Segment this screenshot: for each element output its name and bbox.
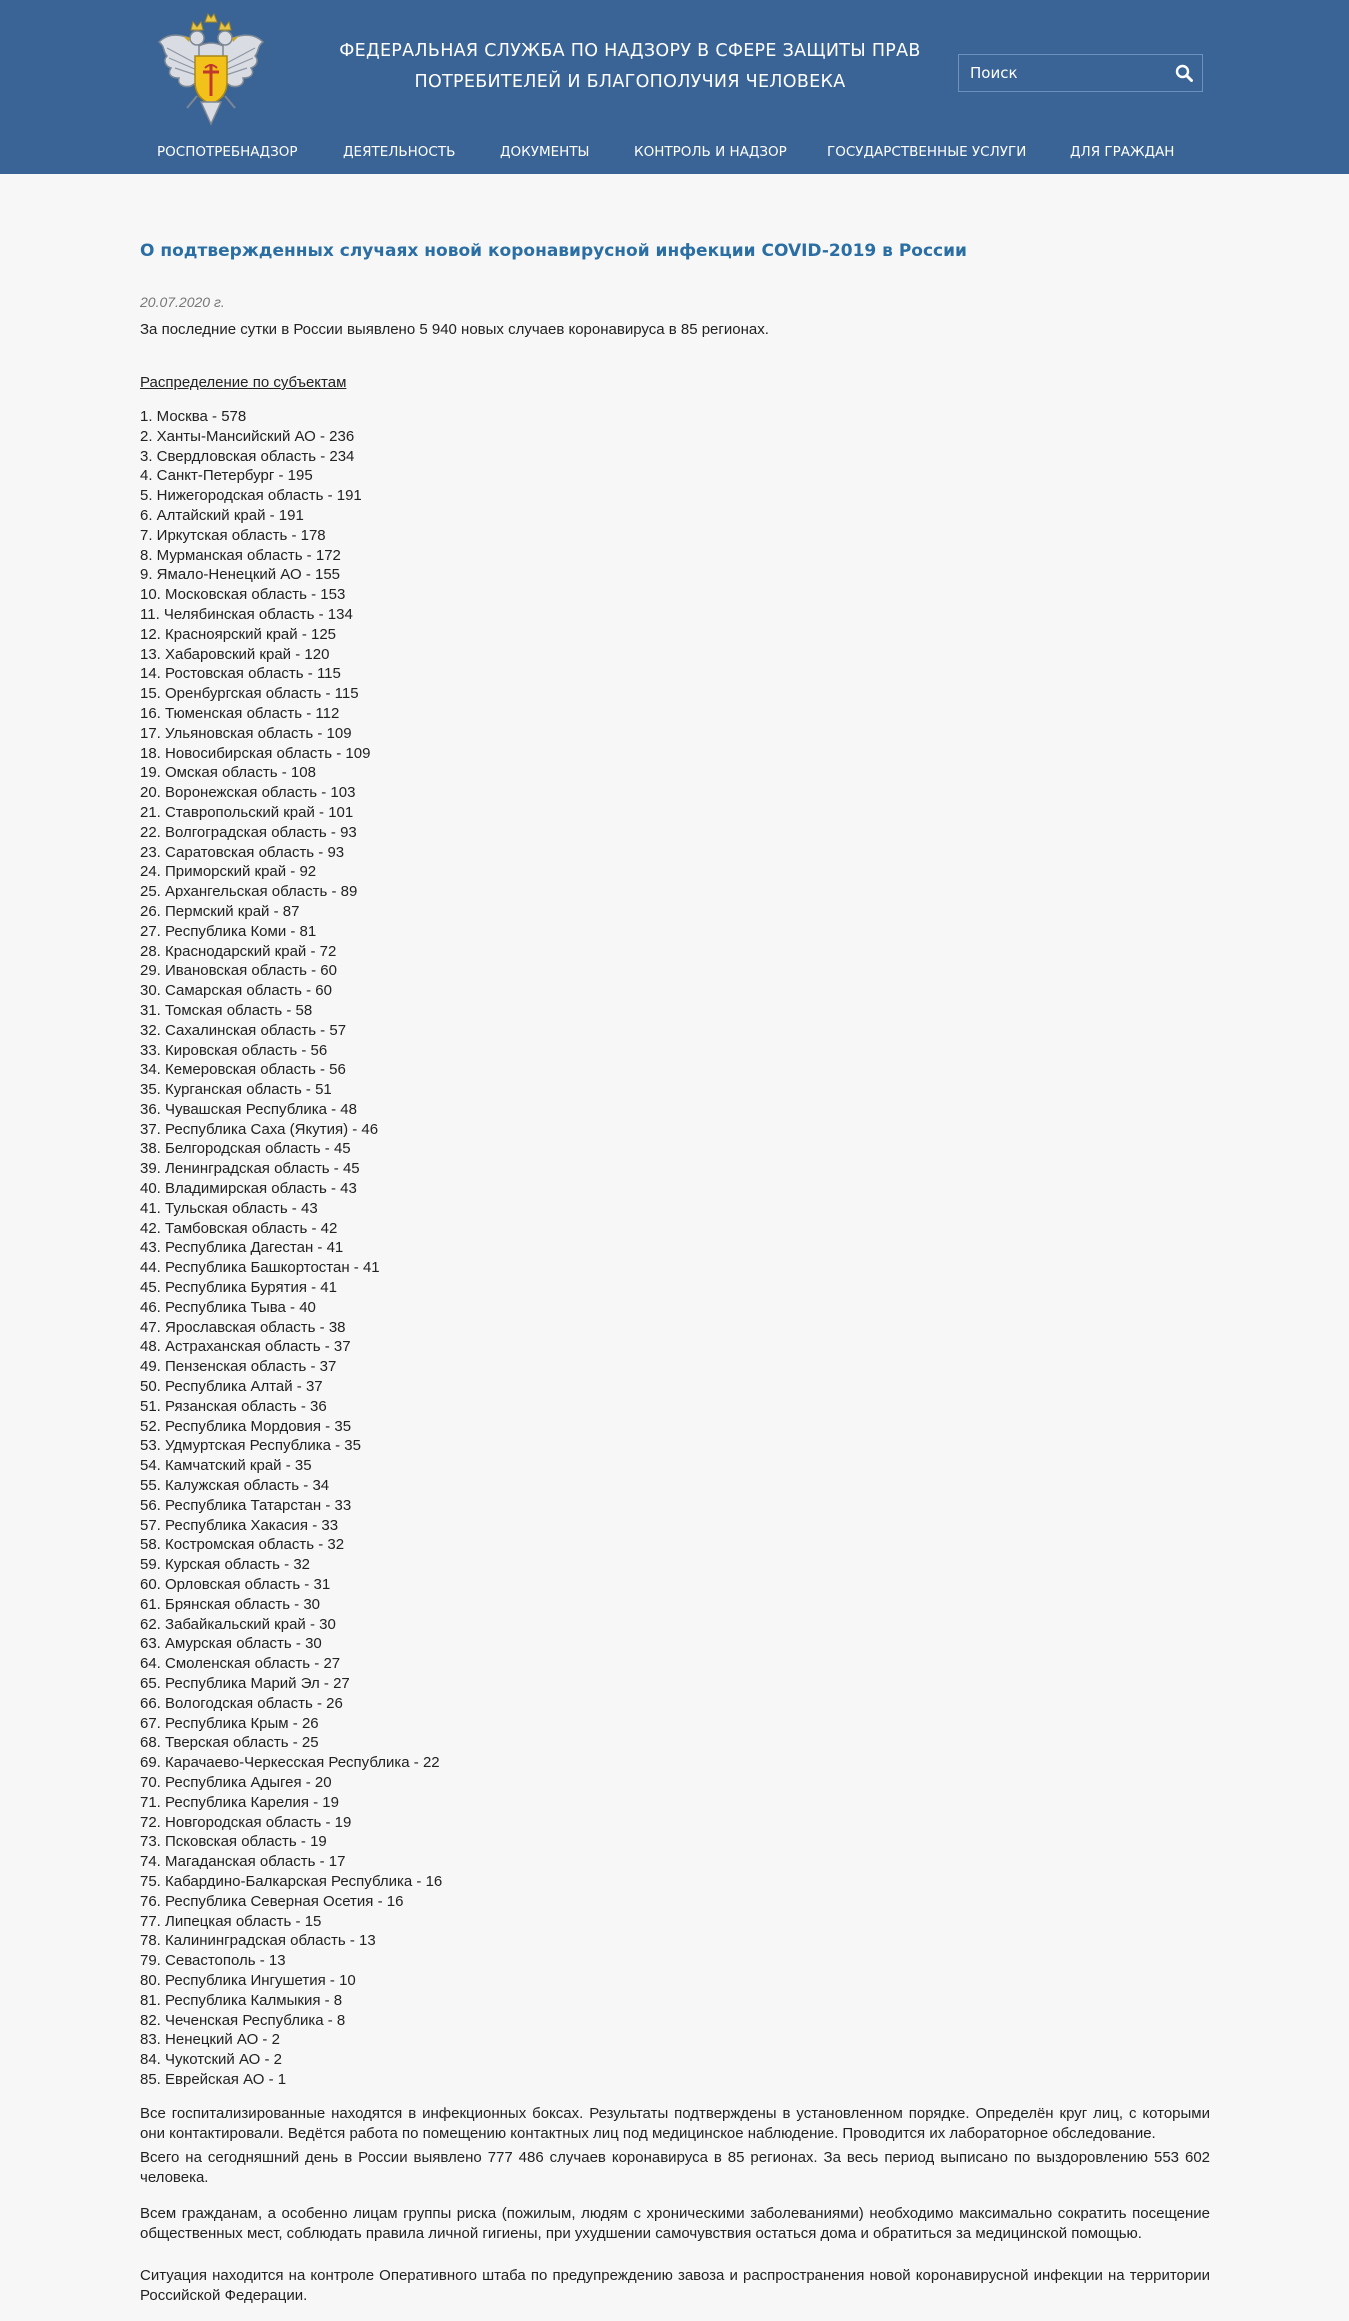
paragraph-control: Ситуация находится на контроле Оперативного штаба по предупреждению завоза и распространения новой коронавирусной инфекции на территории Российской Федерации. bbox=[140, 2266, 1210, 2304]
region-list-item: 41. Тульская область - 43 bbox=[140, 1199, 318, 1217]
nav-item-control[interactable]: КОНТРОЛЬ И НАДЗОР bbox=[634, 144, 787, 160]
search-input[interactable] bbox=[959, 55, 1166, 91]
region-list-item: 30. Самарская область - 60 bbox=[140, 982, 332, 1000]
region-list-item: 69. Карачаево-Черкесская Республика - 22 bbox=[140, 1754, 440, 1772]
paragraph-total: Всего на сегодняшний день в России выявлено 777 486 случаев коронавируса в 85 регионах. За весь период выписано по выздоровлению 553 602 человека. bbox=[140, 2148, 1210, 2186]
region-list-item: 43. Республика Дагестан - 41 bbox=[140, 1239, 344, 1257]
region-list-item: 13. Хабаровский край - 120 bbox=[140, 645, 330, 663]
region-list bbox=[140, 407, 1210, 2090]
region-list-item: 85. Еврейская АО - 1 bbox=[140, 2070, 287, 2088]
region-list-item: 61. Брянская область - 30 bbox=[140, 1595, 321, 1613]
region-list-item: 40. Владимирская область - 43 bbox=[140, 1180, 357, 1198]
region-list-item: 54. Камчатский край - 35 bbox=[140, 1457, 312, 1475]
region-list-item: 28. Краснодарский край - 72 bbox=[140, 942, 337, 960]
region-list-item: 83. Ненецкий АО - 2 bbox=[140, 2031, 280, 2049]
region-list-item: 36. Чувашская Республика - 48 bbox=[140, 1100, 357, 1118]
paragraph-advice: Всем гражданам, а особенно лицам группы риска (пожилым, людям с хроническими заболеваниями) необходимо максимально сократить посещение общественных мест, соблюдать правила личной гигиены, при ухудшении самочувствия остаться дома и обратиться за медицинской помощью. bbox=[140, 2204, 1210, 2242]
region-list-item: 7. Иркутская область - 178 bbox=[140, 526, 326, 544]
region-list-item: 14. Ростовская область - 115 bbox=[140, 665, 341, 683]
region-list-item: 78. Калининградская область - 13 bbox=[140, 1932, 376, 1950]
region-list-item: 53. Удмуртская Республика - 35 bbox=[140, 1437, 361, 1455]
region-list-item: 21. Ставропольский край - 101 bbox=[140, 803, 354, 821]
region-list-item: 46. Республика Тыва - 40 bbox=[140, 1298, 316, 1316]
region-list-item: 12. Красноярский край - 125 bbox=[140, 625, 337, 643]
region-list-item: 6. Алтайский край - 191 bbox=[140, 506, 304, 524]
region-list-item: 72. Новгородская область - 19 bbox=[140, 1813, 352, 1831]
nav-item-documents[interactable]: ДОКУМЕНТЫ bbox=[500, 144, 590, 160]
organization-title bbox=[330, 36, 930, 98]
search-icon bbox=[1175, 64, 1193, 82]
region-list-item: 11. Челябинская область - 134 bbox=[140, 605, 353, 623]
region-list-item: 68. Тверская область - 25 bbox=[140, 1734, 319, 1752]
region-list-item: 76. Республика Северная Осетия - 16 bbox=[140, 1892, 404, 1910]
nav-item-activity[interactable]: ДЕЯТЕЛЬНОСТЬ bbox=[343, 144, 456, 160]
region-list-item: 71. Республика Карелия - 19 bbox=[140, 1793, 339, 1811]
region-list-item: 74. Магаданская область - 17 bbox=[140, 1853, 346, 1871]
region-list-item: 32. Сахалинская область - 57 bbox=[140, 1021, 347, 1039]
region-list-item: 9. Ямало-Ненецкий АО - 155 bbox=[140, 566, 341, 584]
region-list-item: 48. Астраханская область - 37 bbox=[140, 1338, 351, 1356]
region-list-item: 34. Кемеровская область - 56 bbox=[140, 1061, 346, 1079]
region-list-item: 31. Томская область - 58 bbox=[140, 1001, 313, 1019]
region-list-item: 45. Республика Бурятия - 41 bbox=[140, 1279, 337, 1297]
region-list-item: 38. Белгородская область - 45 bbox=[140, 1140, 351, 1158]
region-list-item: 5. Нижегородская область - 191 bbox=[140, 487, 362, 505]
region-list-item: 84. Чукотский АО - 2 bbox=[140, 2051, 282, 2069]
region-list-item: 59. Курская область - 32 bbox=[140, 1556, 311, 1574]
organization-title-line-1: ФЕДЕРАЛЬНАЯ СЛУЖБА ПО НАДЗОРУ В СФЕРЕ ЗАЩИТЫ ПРАВ bbox=[339, 41, 921, 61]
region-list-item: 51. Рязанская область - 36 bbox=[140, 1397, 327, 1415]
region-list-item: 35. Курганская область - 51 bbox=[140, 1081, 332, 1099]
region-list-item: 33. Кировская область - 56 bbox=[140, 1041, 328, 1059]
site-header bbox=[0, 0, 1349, 174]
paragraph-hospitalized: Все госпитализированные находятся в инфекционных боксах. Результаты подтверждены в установленном порядке. Определён круг лиц, с которыми они контактировали. Ведётся работа по помещению контактных лиц под медицинское наблюдение. Проводится их лабораторное обследование. bbox=[140, 2104, 1210, 2142]
region-list-item: 58. Костромская область - 32 bbox=[140, 1536, 345, 1554]
region-list-item: 62. Забайкальский край - 30 bbox=[140, 1615, 336, 1633]
region-list-item: 25. Архангельская область - 89 bbox=[140, 883, 358, 901]
article-intro: За последние сутки в России выявлено 5 940 новых случаев коронавируса в 85 регионах. bbox=[140, 321, 769, 338]
region-list-item: 65. Республика Марий Эл - 27 bbox=[140, 1675, 350, 1692]
article-date: 20.07.2020 г. bbox=[140, 294, 225, 310]
region-list-item: 75. Кабардино-Балкарская Республика - 16 bbox=[140, 1872, 443, 1890]
region-list-item: 23. Саратовская область - 93 bbox=[140, 843, 345, 861]
region-list-item: 70. Республика Адыгея - 20 bbox=[140, 1773, 332, 1791]
search-box bbox=[958, 54, 1203, 92]
region-list-item: 17. Ульяновская область - 109 bbox=[140, 724, 352, 742]
region-list-item: 10. Московская область - 153 bbox=[140, 586, 346, 604]
article-title: О подтвержденных случаях новой коронавирусной инфекции COVID-2019 в России bbox=[140, 241, 967, 261]
search-button[interactable] bbox=[1166, 55, 1202, 91]
region-list-item: 4. Санкт-Петербург - 195 bbox=[140, 467, 313, 485]
region-list-item: 19. Омская область - 108 bbox=[140, 764, 316, 782]
region-list-item: 77. Липецкая область - 15 bbox=[140, 1912, 322, 1930]
region-list-item: 73. Псковская область - 19 bbox=[140, 1833, 327, 1851]
region-list-item: 56. Республика Татарстан - 33 bbox=[140, 1496, 352, 1514]
nav-item-state-services[interactable]: ГОСУДАРСТВЕННЫЕ УСЛУГИ bbox=[827, 144, 1027, 160]
region-list-item: 66. Вологодская область - 26 bbox=[140, 1694, 343, 1712]
region-list-item: 42. Тамбовская область - 42 bbox=[140, 1219, 338, 1237]
region-list-item: 60. Орловская область - 31 bbox=[140, 1576, 331, 1594]
region-list-item: 16. Тюменская область - 112 bbox=[140, 704, 340, 722]
region-list-item: 67. Республика Крым - 26 bbox=[140, 1714, 319, 1732]
region-list-item: 37. Республика Саха (Якутия) - 46 bbox=[140, 1120, 379, 1138]
region-list-item: 57. Республика Хакасия - 33 bbox=[140, 1516, 339, 1534]
region-list-item: 50. Республика Алтай - 37 bbox=[140, 1378, 323, 1396]
region-list-item: 79. Севастополь - 13 bbox=[140, 1952, 286, 1970]
article bbox=[140, 230, 1210, 2306]
region-list-item: 80. Республика Ингушетия - 10 bbox=[140, 1971, 356, 1989]
region-list-item: 49. Пензенская область - 37 bbox=[140, 1358, 337, 1376]
distribution-title: Распределение по субъектам bbox=[140, 374, 347, 391]
region-list-item: 20. Воронежская область - 103 bbox=[140, 784, 356, 802]
region-list-item: 26. Пермский край - 87 bbox=[140, 902, 300, 920]
region-list-item: 55. Калужская область - 34 bbox=[140, 1477, 330, 1495]
region-list-item: 44. Республика Башкортостан - 41 bbox=[140, 1259, 380, 1277]
region-list-item: 27. Республика Коми - 81 bbox=[140, 922, 317, 940]
region-list-item: 63. Амурская область - 30 bbox=[140, 1635, 322, 1653]
region-list-item: 15. Оренбургская область - 115 bbox=[140, 685, 359, 703]
region-list-item: 52. Республика Мордовия - 35 bbox=[140, 1417, 352, 1435]
organization-title-line-2: ПОТРЕБИТЕЛЕЙ И БЛАГОПОЛУЧИЯ ЧЕЛОВЕКА bbox=[414, 72, 846, 92]
region-list-item: 64. Смоленская область - 27 bbox=[140, 1655, 341, 1673]
region-list-item: 1. Москва - 578 bbox=[140, 408, 247, 425]
region-list-item: 2. Ханты-Мансийский АО - 236 bbox=[140, 427, 355, 445]
nav-item-rospotrebnadzor[interactable]: РОСПОТРЕБНАДЗОР bbox=[157, 144, 298, 160]
region-list-item: 29. Ивановская область - 60 bbox=[140, 962, 337, 980]
region-list-item: 3. Свердловская область - 234 bbox=[140, 447, 355, 465]
region-list-item: 24. Приморский край - 92 bbox=[140, 863, 317, 881]
region-list-item: 8. Мурманская область - 172 bbox=[140, 546, 341, 564]
region-list-item: 22. Волгоградская область - 93 bbox=[140, 823, 357, 841]
emblem-icon[interactable] bbox=[157, 12, 265, 132]
region-list-item: 18. Новосибирская область - 109 bbox=[140, 744, 371, 762]
nav-item-for-citizens[interactable]: ДЛЯ ГРАЖДАН bbox=[1070, 144, 1175, 160]
region-list-item: 81. Республика Калмыкия - 8 bbox=[140, 1991, 343, 2009]
region-list-item: 39. Ленинградская область - 45 bbox=[140, 1160, 360, 1178]
main-nav bbox=[0, 136, 1349, 172]
region-list-item: 82. Чеченская Республика - 8 bbox=[140, 2011, 346, 2029]
region-list-item: 47. Ярославская область - 38 bbox=[140, 1318, 346, 1336]
